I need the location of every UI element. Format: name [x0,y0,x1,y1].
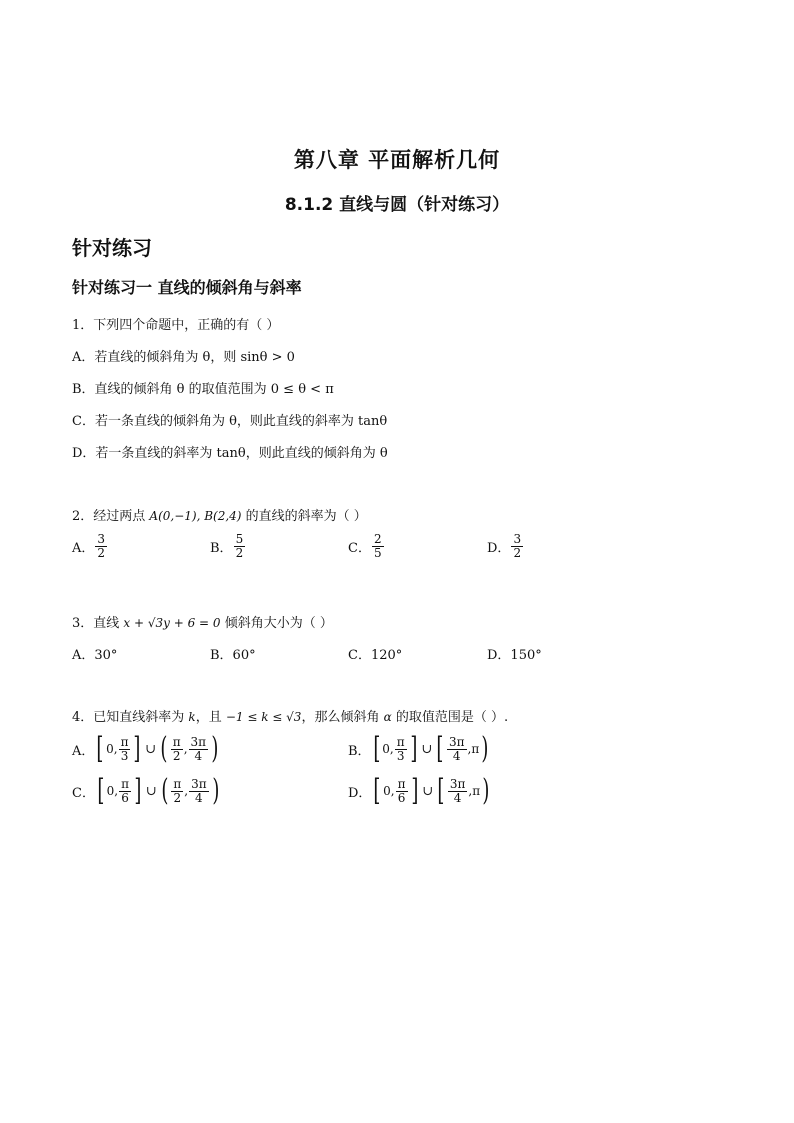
bracket-right: ] [410,773,418,808]
interval-end: π [471,742,480,756]
fraction [395,736,407,763]
union-symbol: ∪ [145,783,157,799]
interval-1 [371,731,420,766]
fraction [448,778,468,805]
q3-equation: x + √3y + 6 = 0 [123,616,221,630]
fraction-numerator: π [121,776,130,791]
q2-option-a [72,533,108,560]
q2-option-b [210,533,246,560]
fraction [511,533,523,560]
bracket-left: [ [96,731,104,766]
fraction-denominator: 2 [513,546,522,560]
fraction-numerator: 5 [235,532,244,546]
interval-1 [95,773,144,808]
q1-option-b: B．直线的倾斜角 θ 的取值范围为 0 ≤ θ < π [72,382,334,397]
q2-option-label: C． [348,541,371,556]
fraction [119,778,131,805]
interval-1 [94,731,143,766]
bracket-right: ) [211,731,219,766]
bracket-left: [ [436,731,444,766]
chapter-title: 第八章 平面解析几何 [293,148,501,172]
fraction-numerator: π [173,776,182,791]
fraction-denominator: 3 [120,748,129,763]
interval-comma: , [468,784,473,798]
interval-start: 0, [106,784,119,798]
q2-option-label: A． [72,541,95,556]
interval-2 [434,731,491,766]
fraction-denominator: 4 [195,790,203,805]
q4-option-d [348,773,492,808]
fraction [189,736,209,763]
fraction-numerator: 3π [191,776,207,791]
q4-option-label: D． [348,785,372,801]
fraction-numerator: π [397,776,406,791]
fraction-denominator: 4 [453,790,462,805]
fraction [171,778,183,805]
q4-alpha: α [383,710,392,724]
fraction-denominator: 3 [396,748,405,763]
q2-option-label: B． [210,541,233,556]
q4-option-a [72,731,221,766]
q4-range: −1 ≤ k ≤ √3 [225,710,302,724]
bracket-right: ) [481,731,489,766]
q4-stem [72,706,508,725]
q3-stem [72,612,333,631]
interval-2 [435,773,492,808]
fraction-denominator: 5 [373,546,382,560]
q3-option-c: C．120° [348,648,403,663]
fraction [447,736,467,763]
bracket-right: ] [133,731,141,766]
section-heading: 针对练习 [72,236,152,260]
bracket-right: ] [134,773,142,808]
union-symbol: ∪ [422,783,434,799]
fraction-denominator: 2 [173,790,182,805]
q2-option-c [348,533,385,560]
interval-end: π [472,784,481,798]
q4-stem-post: 的取值范围是（ ）. [391,710,509,725]
fraction [171,736,183,763]
q3-stem-pre: 3．直线 [72,616,124,631]
section-title: 8.1.2 直线与圆（针对练习） [284,195,510,215]
fraction-numerator: π [120,734,129,749]
union-symbol: ∪ [421,741,433,757]
interval-start: 0, [106,742,118,756]
bracket-left: [ [372,731,380,766]
interval-start: 0, [383,784,395,798]
bracket-right: ) [482,773,490,808]
q2-points: A(0,−1), B(2,4) [149,509,242,523]
bracket-left: [ [97,773,105,808]
fraction-numerator: π [396,734,405,749]
q4-k: k [188,710,196,724]
q3-option-b: B．60° [210,648,256,663]
q2-option-d [487,533,524,560]
q2-option-label: D． [487,541,511,556]
fraction [234,533,246,560]
fraction [372,533,384,560]
q4-stem-mid2: ，那么倾斜角 [301,710,384,725]
fraction-denominator: 4 [194,748,203,763]
bracket-left: ( [160,773,169,808]
q4-option-b [348,731,491,766]
q4-stem-pre: 4．已知直线斜率为 [72,710,189,725]
interval-2 [158,731,221,766]
fraction [189,778,209,805]
fraction-denominator: 2 [97,546,106,560]
q2-stem-pre: 2．经过两点 [72,509,150,524]
fraction [95,533,107,560]
bracket-left: [ [373,773,381,808]
fraction-denominator: 2 [172,748,181,763]
fraction-denominator: 6 [397,790,406,805]
interval-comma: , [184,784,189,798]
fraction [119,736,131,763]
q3-stem-post: 倾斜角大小为（ ） [220,616,333,631]
interval-2 [159,773,222,808]
q4-option-label: A． [72,743,95,759]
q1-stem: 1．下列四个命题中，正确的有（ ） [72,318,280,333]
bracket-left: [ [437,773,445,808]
fraction-denominator: 6 [121,790,129,805]
q4-option-c [72,773,221,808]
q1-option-a: A．若直线的倾斜角为 θ，则 sinθ > 0 [72,350,295,365]
interval-comma: , [467,742,472,756]
fraction-numerator: 3 [97,532,106,546]
q4-option-label: B． [348,743,371,759]
fraction-denominator: 2 [235,546,244,560]
q3-option-a: A．30° [72,648,118,663]
q1-option-c: C．若一条直线的倾斜角为 θ，则此直线的斜率为 tanθ [72,414,388,429]
interval-comma: , [183,742,188,756]
fraction-numerator: 3π [448,734,465,749]
fraction-denominator: 4 [452,748,461,763]
fraction-numerator: π [172,734,181,749]
bracket-right: ] [409,731,417,766]
union-symbol: ∪ [145,741,157,757]
bracket-right: ) [211,773,219,808]
q4-stem-mid: ，且 [195,710,226,725]
q2-stem [72,505,367,524]
q4-option-label: C． [72,785,95,801]
fraction-numerator: 3 [513,532,522,546]
q2-stem-post: 的直线的斜率为（ ） [241,509,367,524]
bracket-left: ( [160,731,168,766]
subsection-heading: 针对练习一 直线的倾斜角与斜率 [72,278,302,297]
fraction [396,778,408,805]
fraction-numerator: 2 [373,532,382,546]
q1-option-d: D．若一条直线的斜率为 tanθ，则此直线的倾斜角为 θ [72,446,388,461]
fraction-numerator: 3π [190,734,207,749]
interval-start: 0, [382,742,394,756]
interval-1 [371,773,420,808]
fraction-numerator: 3π [449,776,466,791]
q3-option-d: D．150° [487,648,542,663]
